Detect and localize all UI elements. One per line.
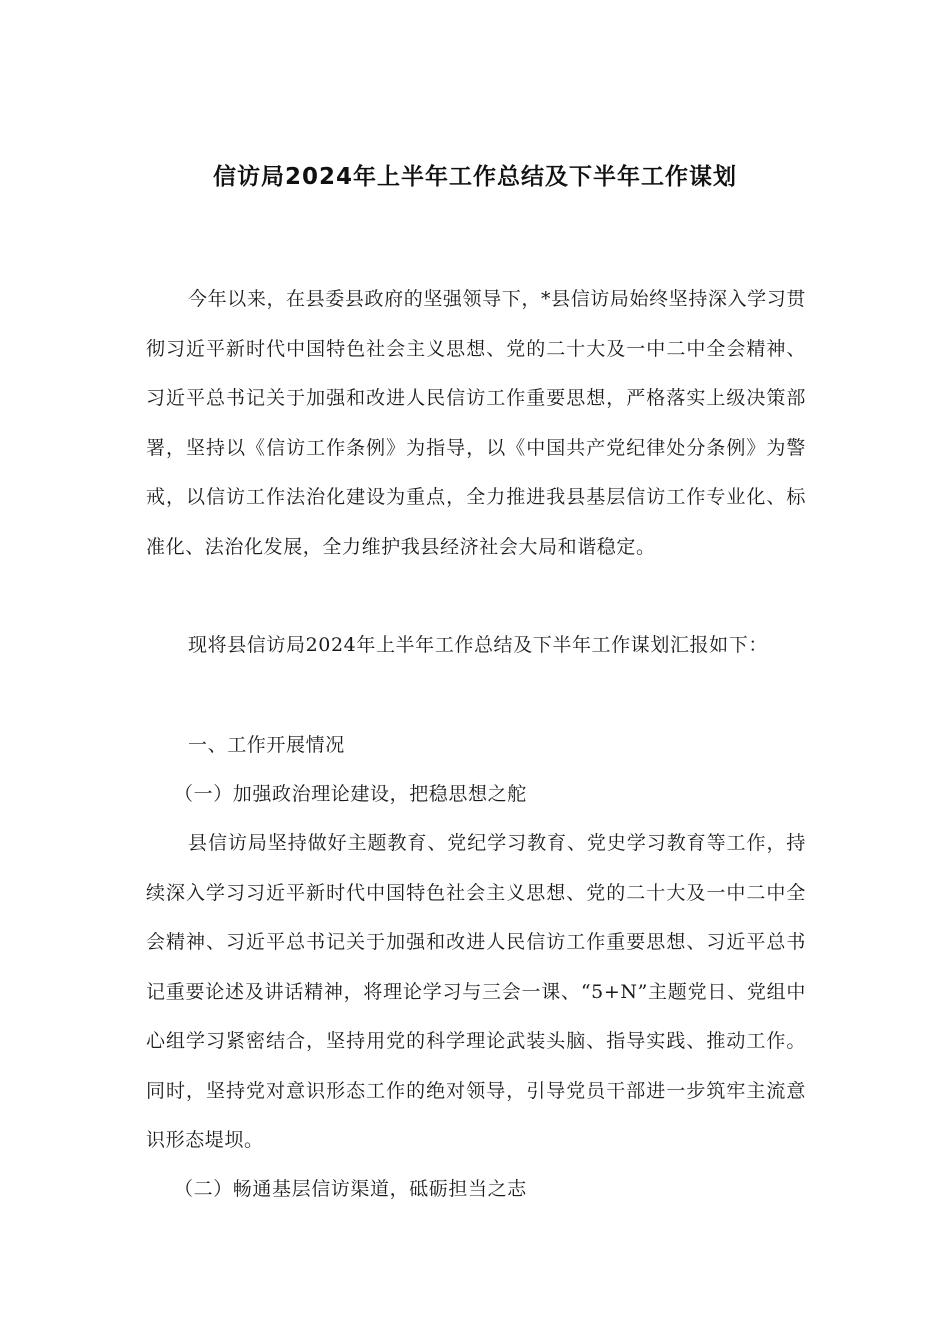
document-title: 信访局2024年上半年工作总结及下半年工作谋划	[212, 164, 737, 190]
report-paragraph	[146, 621, 806, 671]
paragraph-text: 现将县信访局2024年上半年工作总结及下半年工作谋划汇报如下：	[188, 634, 768, 656]
heading-text: （二）畅通基层信访渠道，砥砺担当之志	[174, 1178, 527, 1200]
subsection-heading-1	[146, 770, 806, 820]
section-heading-1	[146, 721, 806, 771]
heading-text: （一）加强政治理论建设，把稳思想之舵	[174, 783, 527, 805]
paragraph-text: 县信访局坚持做好主题教育、党纪学习教育、党史学习教育等工作，持续深入学习习近平新时代中国特色社会主义思想、党的二十大及一中二中全会精神、习近平总书记关于加强和改进人民信访工作重要思想、习近平总书记重要论述及讲话精神，将理论学习与三会一课、“5+N”主题党日、党组中心组学习紧密结合，坚持用党的科学理论武装头脑、指导实践、推动工作。同时，坚持党对意识形态工作的绝对领导，引导党员干部进一步筑牢主流意识形态堤坝。	[146, 832, 806, 1151]
subsection-body-1	[146, 819, 806, 1166]
paragraph-text: 今年以来，在县委县政府的坚强领导下，*县信访局始终坚持深入学习贯彻习近平新时代中国特色社会主义思想、党的二十大及一中二中全会精神、习近平总书记关于加强和改进人民信访工作重要思想，严格落实上级决策部署，坚持以《信访工作条例》为指导，以《中国共产党纪律处分条例》为警戒，以信访工作法治化建设为重点，全力推进我县基层信访工作专业化、标准化、法治化发展，全力维护我县经济社会大局和谐稳定。	[146, 288, 806, 558]
heading-text: 一、工作开展情况	[188, 734, 345, 756]
intro-paragraph	[146, 275, 806, 572]
subsection-heading-2	[146, 1165, 806, 1215]
